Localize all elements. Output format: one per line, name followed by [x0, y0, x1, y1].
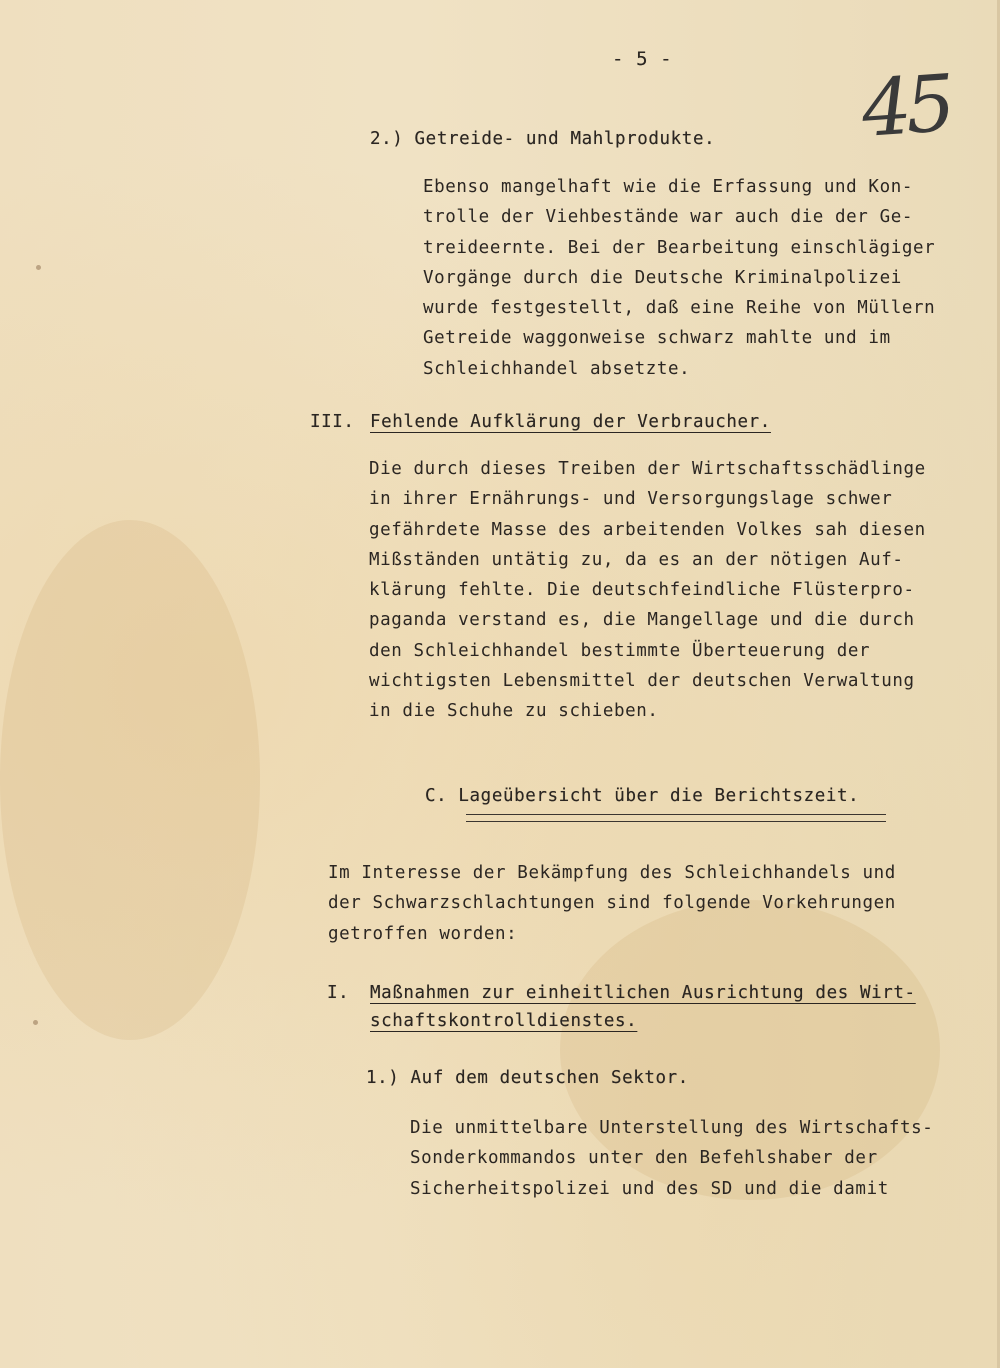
- text-line: gefährdete Masse des arbeitenden Volkes sah diesen: [369, 519, 926, 540]
- text-line: paganda verstand es, die Mangellage und die durch: [369, 610, 915, 631]
- text-line: der Schwarzschlachtungen sind folgende Vorkehrungen: [328, 893, 896, 914]
- text-line: Sonderkommandos unter den Befehlshaber der: [410, 1148, 878, 1169]
- text-line: in ihrer Ernährungs- und Versorgungslage schwer: [369, 489, 893, 510]
- punch-mark: [36, 265, 41, 270]
- text-line: Sicherheitspolizei und des SD und die damit: [410, 1178, 889, 1199]
- subsection-heading-german-sector: 1.) Auf dem deutschen Sektor.: [366, 1068, 689, 1088]
- text-line: Getreide waggonweise schwarz mahlte und im: [423, 328, 891, 349]
- section-body-grain: [423, 172, 935, 384]
- subsection-body-german-sector: [410, 1113, 933, 1204]
- section-heading-situation: C. Lageübersicht über die Berichtszeit.: [425, 786, 860, 806]
- text-line: Mißständen untätig zu, da es an der nötigen Auf-: [369, 549, 904, 570]
- section-body-consumers: [369, 454, 926, 727]
- section-heading-measures-2: schaftskontrolldienstes.: [370, 1011, 638, 1031]
- text-line: Im Interesse der Bekämpfung des Schleichhandels und: [328, 863, 896, 883]
- punch-mark: [33, 1020, 38, 1025]
- text-line: getroffen worden:: [328, 923, 518, 944]
- section-intro-situation: [328, 858, 896, 949]
- text-line: Schleichhandel absetzte.: [423, 358, 691, 379]
- section-heading-measures-1: Maßnahmen zur einheitlichen Ausrichtung des Wirt-: [370, 983, 916, 1003]
- text-line: Die unmittelbare Unterstellung des Wirtschafts-: [410, 1118, 934, 1138]
- text-line: Ebenso mangelhaft wie die Erfassung und Kon-: [423, 177, 913, 197]
- text-line: wurde festgestellt, daß eine Reihe von Müllern: [423, 298, 936, 319]
- text-line: trolle der Viehbestände war auch die der Ge-: [423, 207, 913, 228]
- section-number-i: I.: [327, 983, 350, 1003]
- section-number-iii: III.: [310, 412, 355, 432]
- text-line: in die Schuhe zu schieben.: [369, 701, 659, 722]
- text-line: treideernte. Bei der Bearbeitung einschlägiger: [423, 237, 936, 258]
- text-line: Die durch dieses Treiben der Wirtschaftsschädlinge: [369, 459, 926, 479]
- text-line: Vorgänge durch die Deutsche Kriminalpolizei: [423, 267, 902, 288]
- text-line: den Schleichhandel bestimmte Überteuerung der: [369, 640, 871, 661]
- double-underline: [466, 814, 886, 822]
- paper-stain: [0, 520, 260, 1040]
- page-number: - 5 -: [612, 48, 673, 70]
- text-line: wichtigsten Lebensmittel der deutschen Verwaltung: [369, 671, 915, 692]
- section-heading-consumers: Fehlende Aufklärung der Verbraucher.: [370, 412, 771, 432]
- section-heading-grain: 2.) Getreide- und Mahlprodukte.: [370, 129, 716, 149]
- handwritten-folio-number: 45: [858, 59, 953, 155]
- text-line: klärung fehlte. Die deutschfeindliche Flüsterpro-: [369, 580, 915, 601]
